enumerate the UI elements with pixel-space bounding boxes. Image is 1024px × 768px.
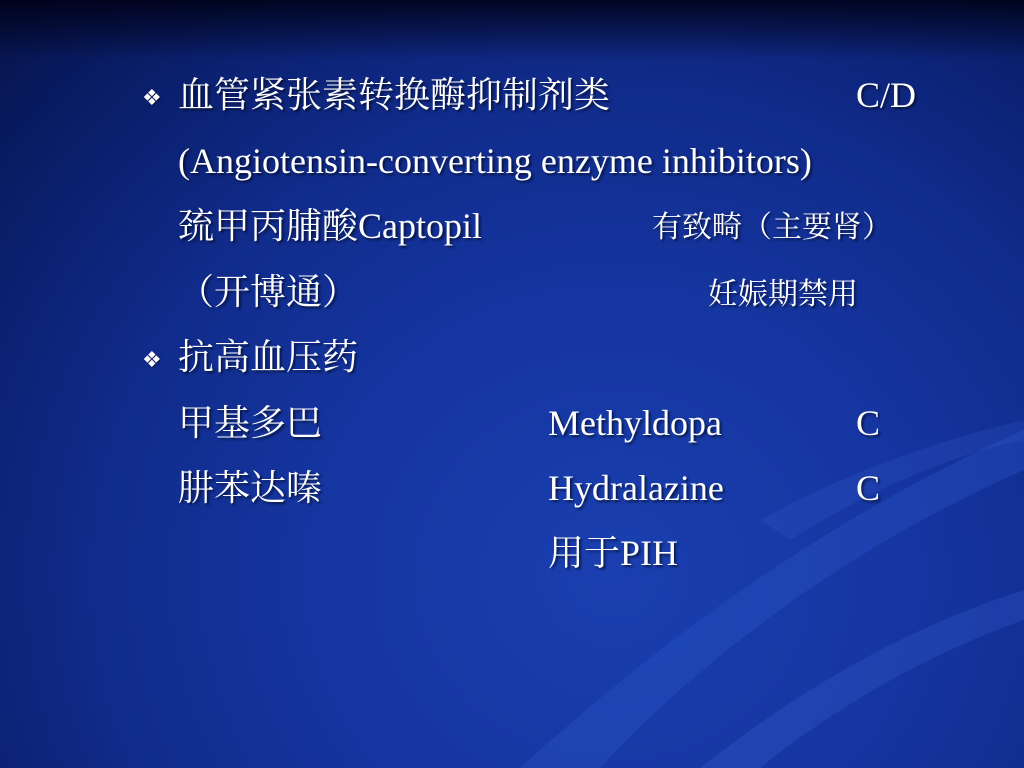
row-cn: 肼苯达嗪 (178, 468, 323, 508)
section2-heading: 抗高血压药 (178, 337, 359, 377)
section1-category: C/D (856, 75, 917, 115)
bullet-icon: ❖ (142, 347, 162, 372)
section1-heading: 血管紧张素转换酶抑制剂类 (178, 75, 611, 115)
drug-en: Captopil (358, 206, 483, 246)
row-category: C (856, 468, 881, 508)
drug-brand: （开博通） (178, 272, 359, 312)
drug-cn: 巯甲丙脯酸 (178, 206, 359, 246)
drug-name-cn (178, 204, 482, 248)
section2-note: 用于PIH (548, 533, 679, 573)
row-category: C (856, 403, 881, 443)
drug-contraindication: 妊娠期禁用 (708, 278, 858, 311)
row-en: Methyldopa (548, 403, 722, 443)
row-cn: 甲基多巴 (178, 403, 323, 443)
bullet-icon: ❖ (142, 85, 162, 110)
section1-english: (Angiotensin-converting enzyme inhibitors) (178, 141, 812, 181)
row-en: Hydralazine (548, 468, 724, 508)
drug-effect: 有致畸（主要肾） (652, 211, 892, 244)
